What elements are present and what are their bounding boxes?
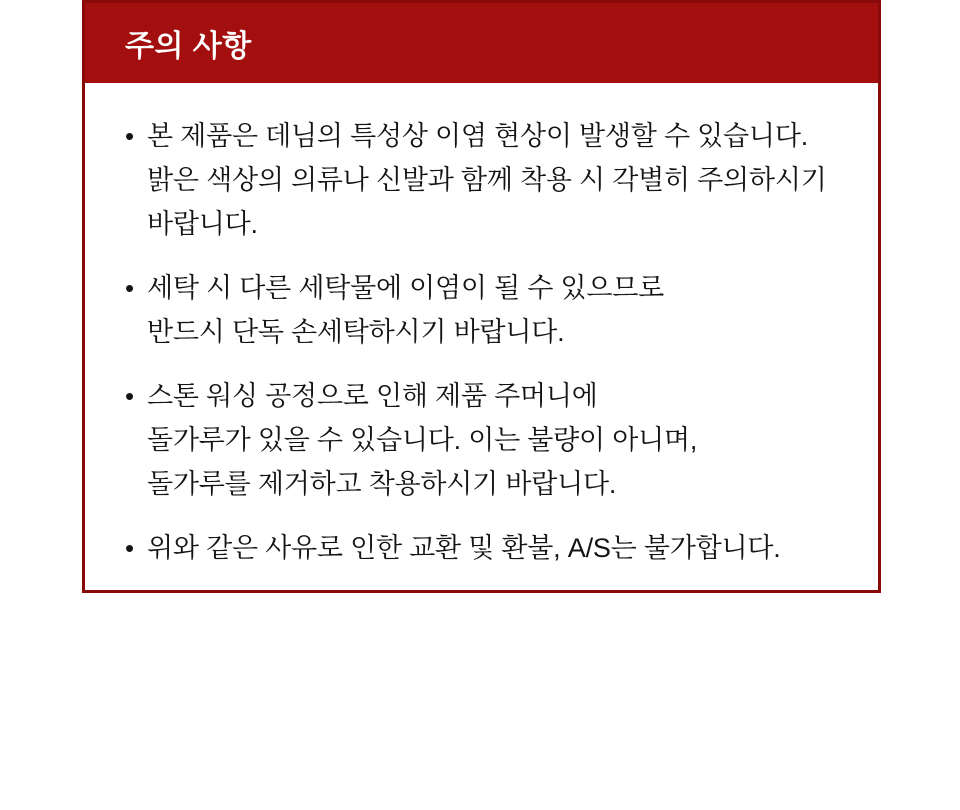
list-item xyxy=(125,266,842,354)
item-lines xyxy=(147,526,842,570)
bullet-marker: • xyxy=(125,121,135,151)
notice-line: 본 제품은 데님의 특성상 이염 현상이 발생할 수 있습니다. xyxy=(147,121,808,151)
notice-list xyxy=(125,114,842,570)
notice-line: 세탁 시 다른 세탁물에 이염이 될 수 있으므로 xyxy=(147,273,664,303)
notice-panel xyxy=(82,0,881,593)
bullet-marker: • xyxy=(125,533,135,563)
item-lines xyxy=(147,374,842,506)
notice-line: 돌가루를 제거하고 착용하시기 바랍니다. xyxy=(147,469,617,499)
notice-line: 돌가루가 있을 수 있습니다. 이는 불량이 아니며, xyxy=(147,425,698,455)
list-item xyxy=(125,114,842,246)
notice-line: 스톤 워싱 공정으로 인해 제품 주머니에 xyxy=(147,381,598,411)
notice-title: 주의 사항 xyxy=(125,30,252,63)
notice-line: 위와 같은 사유로 인한 교환 및 환불, A/S는 불가합니다. xyxy=(147,533,781,563)
bullet-marker: • xyxy=(125,381,135,411)
bullet-marker: • xyxy=(125,273,135,303)
notice-body xyxy=(85,83,878,590)
list-item xyxy=(125,374,842,506)
item-lines xyxy=(147,266,842,354)
notice-line: 반드시 단독 손세탁하시기 바랍니다. xyxy=(147,317,565,347)
notice-line: 밝은 색상의 의류나 신발과 함께 착용 시 각별히 주의하시기 xyxy=(147,165,827,195)
list-item xyxy=(125,526,842,570)
item-lines xyxy=(147,114,842,246)
notice-header xyxy=(85,3,878,83)
notice-line: 바랍니다. xyxy=(147,209,258,239)
